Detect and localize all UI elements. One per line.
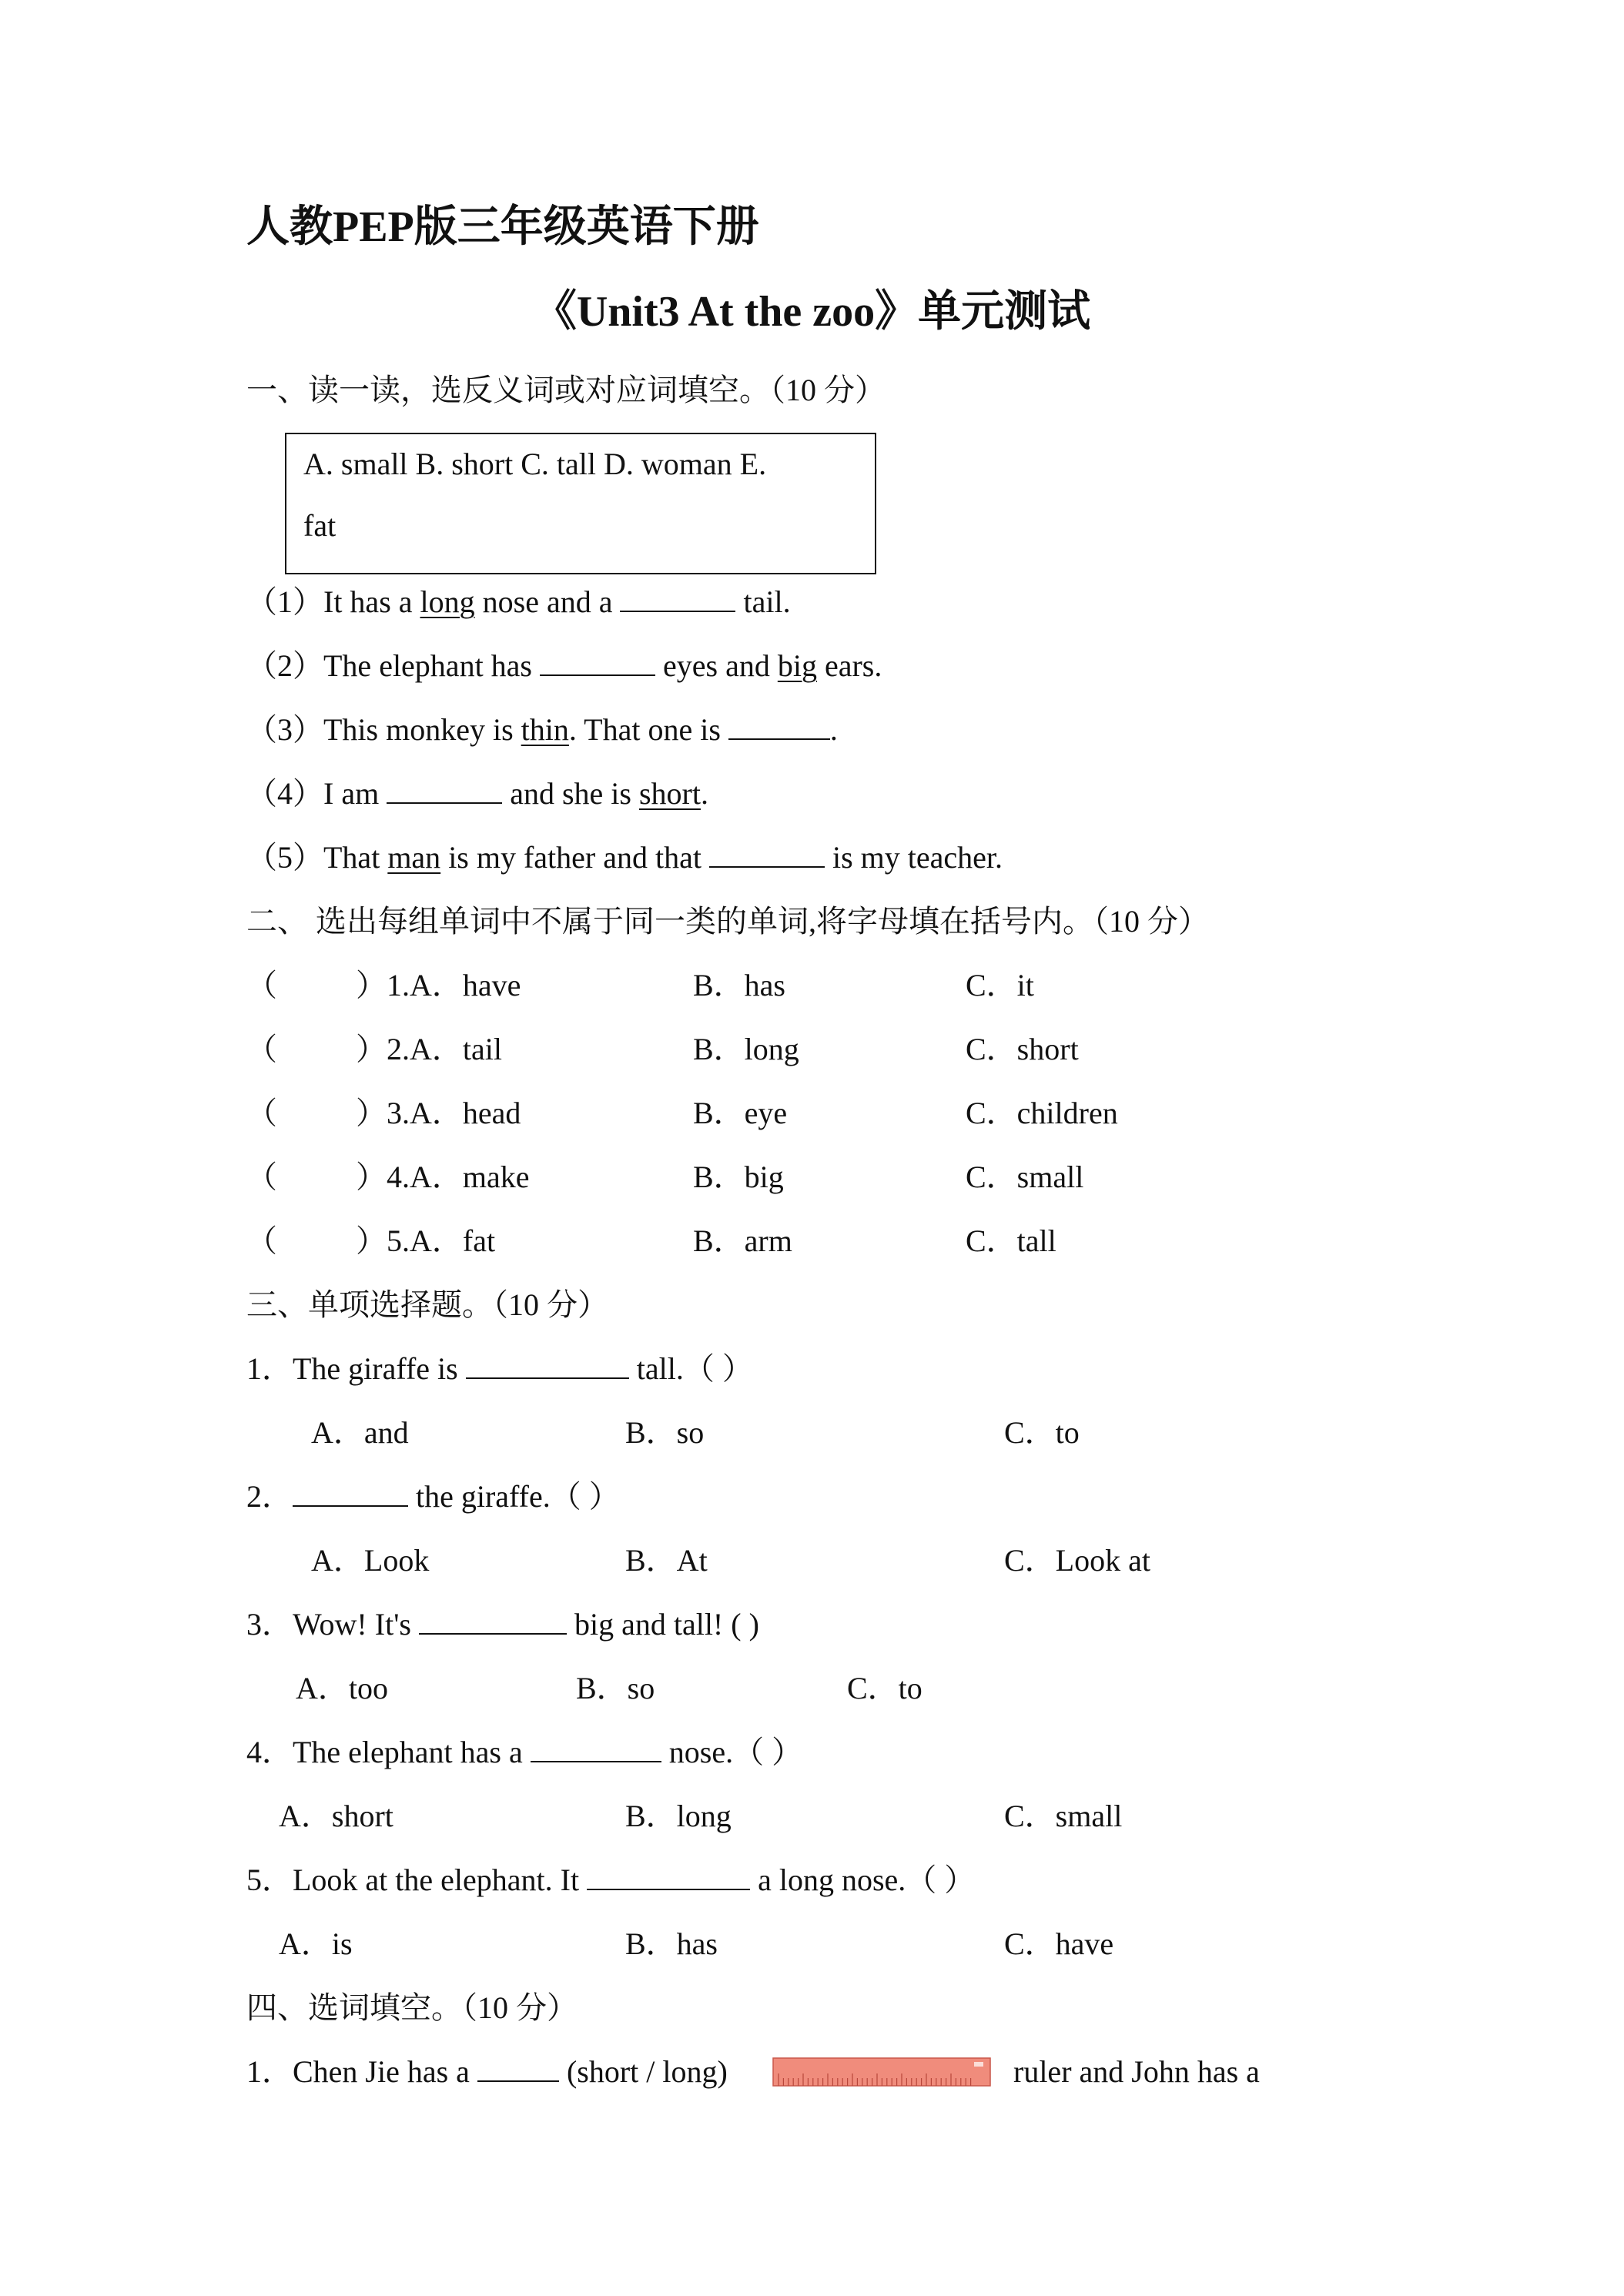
choice-a: A．is [279, 1926, 353, 1961]
question-text: 5．Look at the elephant. It [246, 1863, 588, 1897]
underlined-word: short [638, 776, 701, 811]
item-number: （2） [246, 648, 323, 683]
question-text: a long nose.（ ） [750, 1863, 976, 1897]
question-text: 1．The giraffe is [246, 1351, 466, 1386]
answer-blank[interactable] [293, 1478, 408, 1507]
item-text: is my father and that [440, 840, 709, 875]
item-text: ears. [816, 648, 882, 683]
underlined-word: man [387, 840, 441, 875]
word-bank-options: A. small B. short C. tall D. woman E. [303, 447, 767, 481]
s3-question-4 [246, 1733, 802, 1772]
underlined-word: thin [521, 712, 569, 747]
word-choice: (short / long) [558, 2054, 728, 2089]
choice-c: C．to [1004, 1415, 1080, 1450]
answer-blank[interactable] [587, 1861, 750, 1890]
choice-a: A．Look [311, 1543, 430, 1578]
s4-question-1-end: ruler and John has a [1013, 2054, 1260, 2089]
question-text: nose.（ ） [661, 1735, 803, 1769]
choice-b: B．long [625, 1799, 732, 1833]
question-text: 3．Wow! It's [246, 1607, 419, 1642]
item-text: . [700, 776, 708, 811]
item-number: （4） [246, 776, 323, 811]
choice-a: A．short [279, 1799, 393, 1833]
s3-question-3 [246, 1605, 759, 1644]
choice-b: B．so [625, 1415, 705, 1450]
s3-question-2 [246, 1478, 620, 1516]
option-a: ）2.A．tail [356, 1032, 502, 1066]
choice-c: C．Look at [1004, 1543, 1150, 1578]
word-bank-options-cont: fat [303, 508, 337, 543]
answer-blank[interactable] [540, 647, 655, 676]
underlined-word: big [777, 648, 817, 683]
item-text: nose and a [474, 584, 621, 619]
choice-a: A．too [296, 1671, 388, 1705]
question-text: 4．The elephant has a [246, 1735, 531, 1769]
answer-blank[interactable] [419, 1605, 567, 1635]
section4-heading: 四、选词填空。（10 分） [246, 1990, 578, 2025]
question-text: tall.（ ） [628, 1351, 753, 1386]
worksheet-title: 人教PEP版三年级英语下册 [246, 203, 759, 251]
s3-question-5 [246, 1861, 975, 1899]
s1-item-2 [246, 647, 882, 685]
question-text: 1．Chen Jie has a [246, 2054, 477, 2089]
option-c: C．small [966, 1160, 1084, 1194]
choice-c: C．have [1004, 1926, 1114, 1961]
choice-b: B．has [625, 1926, 718, 1961]
word-bank-box [285, 433, 876, 574]
option-b: B．eye [693, 1096, 788, 1130]
ruler-image [772, 2057, 991, 2087]
option-c: C．children [966, 1096, 1118, 1130]
s1-item-1 [246, 583, 791, 621]
s4-question-1 [246, 2053, 728, 2091]
option-b: B．big [693, 1160, 784, 1194]
answer-blank[interactable] [387, 775, 502, 804]
section2-heading: 二、 选出每组单词中不属于同一类的单词,将字母填在括号内。（10 分） [246, 904, 1209, 939]
answer-paren[interactable]: （ [246, 1223, 277, 1258]
item-text: The elephant has [323, 648, 540, 683]
item-text: . [829, 712, 838, 747]
option-b: B．long [693, 1032, 799, 1066]
choice-a: A．and [311, 1415, 409, 1450]
s1-item-3 [246, 711, 838, 749]
question-text: big and tall! ( ) [566, 1607, 759, 1642]
item-number: （3） [246, 712, 323, 747]
item-number: （5） [246, 840, 323, 875]
option-b: B．has [693, 968, 785, 1002]
answer-blank[interactable] [466, 1350, 629, 1379]
answer-blank[interactable] [728, 711, 830, 740]
item-text: is my teacher. [824, 840, 1003, 875]
item-text: tail. [735, 584, 791, 619]
s3-question-1 [246, 1350, 753, 1388]
question-text: the giraffe.（ ） [408, 1479, 620, 1514]
item-number: （1） [246, 584, 323, 619]
question-text: 2． [246, 1479, 293, 1514]
item-text: That [323, 840, 388, 875]
item-text: I am [323, 776, 387, 811]
answer-blank[interactable] [531, 1733, 661, 1762]
option-a: ）3.A．head [356, 1096, 521, 1130]
option-c: C．short [966, 1032, 1079, 1066]
item-text: . That one is [568, 712, 728, 747]
choice-b: B．so [576, 1671, 655, 1705]
answer-paren[interactable]: （ [246, 1032, 277, 1066]
answer-blank[interactable] [477, 2053, 559, 2082]
worksheet-subtitle: 《Unit3 At the zoo》单元测试 [533, 288, 1091, 336]
answer-blank[interactable] [709, 838, 825, 868]
option-a: ）4.A．make [356, 1160, 530, 1194]
section1-heading: 一、读一读，选反义词或对应词填空。（10 分） [246, 373, 886, 407]
section3-heading: 三、单项选择题。（10 分） [246, 1287, 608, 1322]
s1-item-4 [246, 775, 708, 813]
choice-b: B．At [625, 1543, 708, 1578]
ruler-mark [974, 2062, 983, 2067]
answer-paren[interactable]: （ [246, 1096, 277, 1130]
option-a: ）5.A．fat [356, 1223, 496, 1258]
choice-c: C．small [1004, 1799, 1123, 1833]
answer-blank[interactable] [620, 583, 735, 612]
choice-c: C．to [847, 1671, 922, 1705]
item-text: It has a [323, 584, 420, 619]
item-text: eyes and [655, 648, 778, 683]
option-b: B．arm [693, 1223, 792, 1258]
underlined-word: long [420, 584, 475, 619]
answer-paren[interactable]: （ [246, 968, 277, 1002]
item-text: and she is [502, 776, 639, 811]
option-a: ）1.A．have [356, 968, 521, 1002]
s1-item-5 [246, 838, 1003, 877]
option-c: C．it [966, 968, 1034, 1002]
item-text: This monkey is [323, 712, 521, 747]
option-c: C．tall [966, 1223, 1056, 1258]
answer-paren[interactable]: （ [246, 1160, 277, 1194]
